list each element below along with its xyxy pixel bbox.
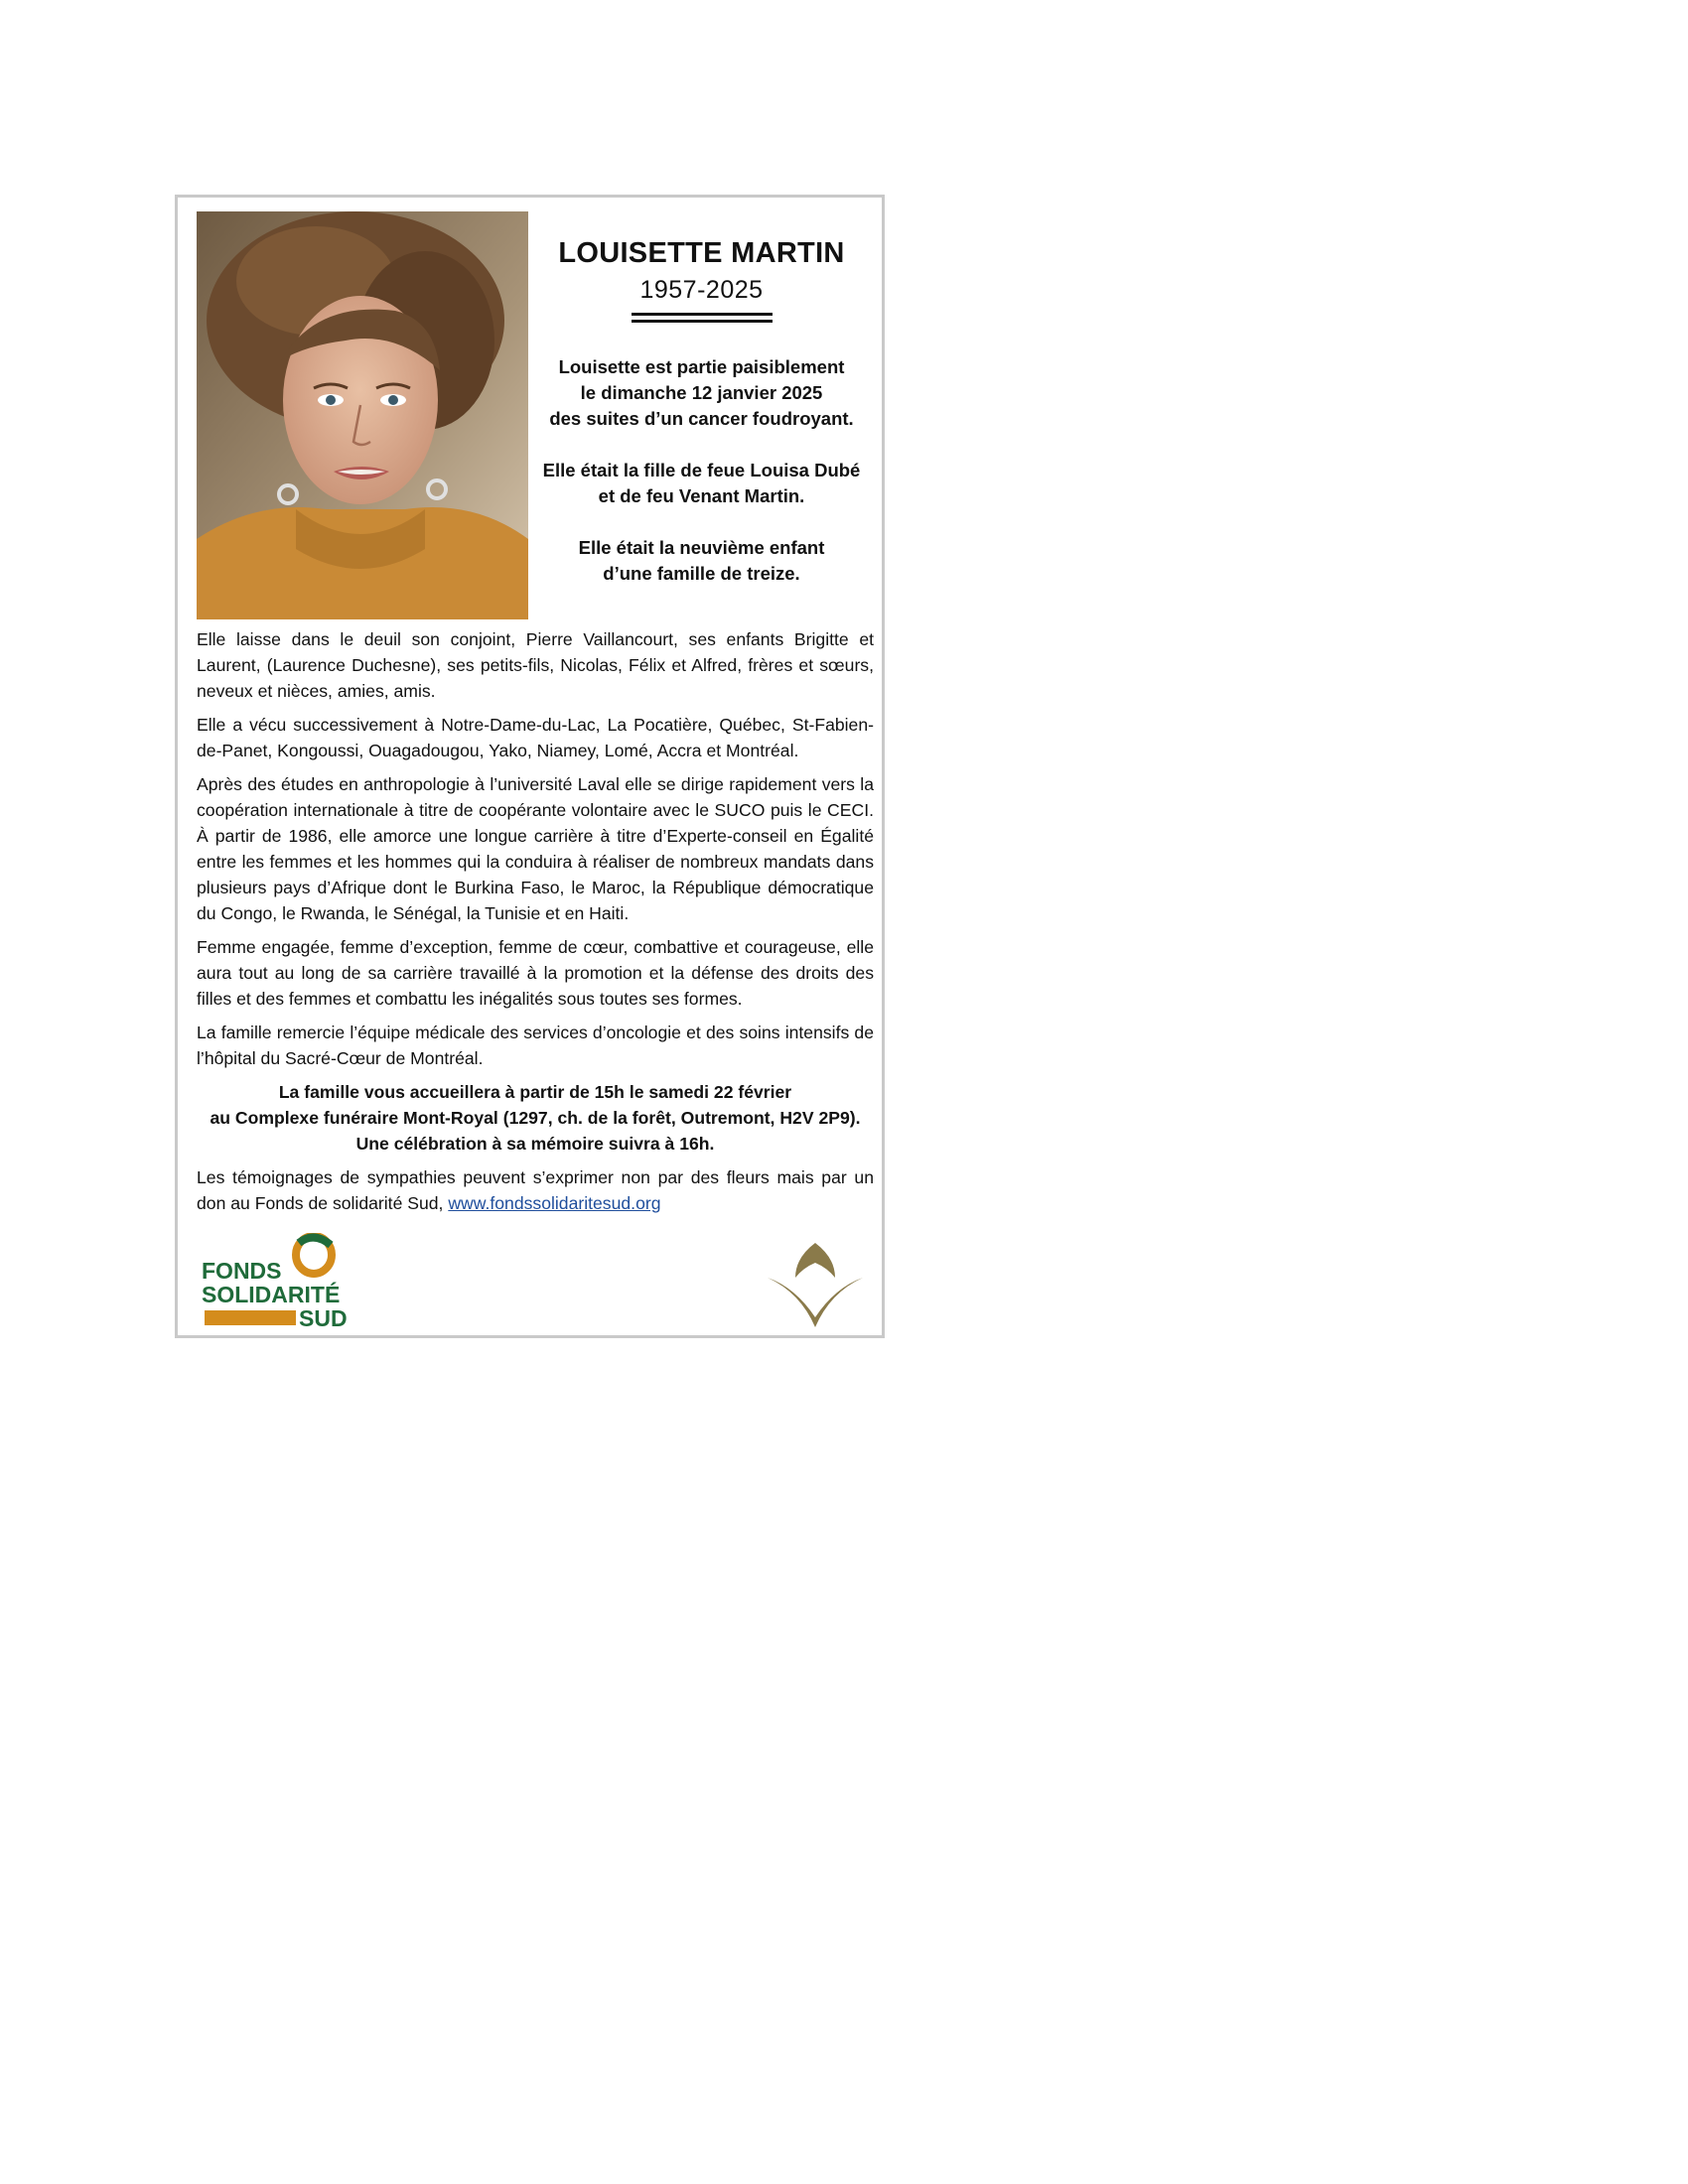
visitation-line: La famille vous accueillera à partir de 15h le samedi 22 février bbox=[278, 1082, 792, 1102]
obituary-card bbox=[175, 195, 885, 1338]
thanks-paragraph: La famille remercie l’équipe médicale des services d’oncologie et des soins intensifs de l’hôpital du Sacré-Cœur de Montréal. bbox=[197, 1023, 874, 1068]
donation-link[interactable]: www.fondssolidaritesud.org bbox=[448, 1193, 661, 1213]
header-divider-bottom bbox=[632, 320, 773, 323]
intro-line: le dimanche 12 janvier 2025 bbox=[580, 382, 823, 403]
intro-line: Elle était la neuvième enfant bbox=[578, 537, 825, 558]
life-years: 1957-2025 bbox=[639, 276, 764, 304]
portrait-photo bbox=[197, 211, 528, 619]
leaf-emblem bbox=[766, 1238, 865, 1332]
visitation-line: Une célébration à sa mémoire suivra à 16h. bbox=[355, 1134, 715, 1154]
intro-line: des suites d’un cancer foudroyant. bbox=[549, 408, 854, 429]
intro-paragraph-family bbox=[530, 535, 873, 587]
donation-paragraph bbox=[197, 1164, 874, 1216]
logo-text-line1: FONDS bbox=[202, 1258, 282, 1284]
fonds-solidarite-sud-logo bbox=[200, 1233, 349, 1332]
logo-text-line3: SUD bbox=[299, 1305, 348, 1331]
obituary-header bbox=[530, 237, 873, 323]
career-paragraph: Après des études en anthropologie à l’université Laval elle se dirige rapidement vers la coopération internationale à titre de coopérante volontaire avec le SUCO puis le CECI. À partir de 1986, elle amorce une longue carrière à titre d’Experte-conseil en Égalité entre les femmes et les hommes qui la conduira à réaliser de nombreux mandats dans plusieurs pays d’Afrique dont le Burkina Faso, le Maroc, la République démocratique du Congo, le Rwanda, le Sénégal, la Tunisie et en Haiti. bbox=[197, 774, 874, 923]
intro-paragraph-parents bbox=[530, 458, 873, 509]
leaf-emblem-icon bbox=[768, 1243, 863, 1327]
intro-paragraph-death bbox=[530, 354, 873, 432]
visitation-paragraph bbox=[197, 1079, 874, 1157]
visitation-line: au Complexe funéraire Mont-Royal (1297, ch. de la forêt, Outremont, H2V 2P9). bbox=[210, 1108, 861, 1128]
residences-paragraph: Elle a vécu successivement à Notre-Dame-du-Lac, La Pocatière, Québec, St-Fabien-de-Panet, Kongoussi, Ouagadougou, Yako, Niamey, Lomé, Accra et Montréal. bbox=[197, 715, 874, 760]
intro-line: et de feu Venant Martin. bbox=[598, 485, 805, 506]
portrait-image bbox=[197, 211, 528, 619]
tribute-paragraph: Femme engagée, femme d’exception, femme de cœur, combattive et courageuse, elle aura tout au long de sa carrière travaillé à la promotion et la défense des droits des filles et des femmes et combattu les inégalités sous toutes ses formes. bbox=[197, 937, 874, 1009]
survivors-paragraph: Elle laisse dans le deuil son conjoint, Pierre Vaillancourt, ses enfants Brigitte et Laurent, (Laurence Duchesne), ses petits-fils, Nicolas, Félix et Alfred, frères et sœurs, neveux et nièces, amies, amis. bbox=[197, 629, 874, 701]
deceased-name: LOUISETTE MARTIN bbox=[558, 237, 845, 269]
logo-bar bbox=[205, 1310, 296, 1325]
donation-text: Les témoignages de sympathies peuvent s’exprimer non par des fleurs mais par un don au Fonds de solidarité Sud, bbox=[197, 1167, 874, 1213]
logo-text-line2: SOLIDARITÉ bbox=[202, 1282, 341, 1307]
intro-line: d’une famille de treize. bbox=[603, 563, 800, 584]
obituary-body bbox=[197, 626, 874, 1224]
intro-line: Elle était la fille de feue Louisa Dubé bbox=[542, 460, 861, 480]
intro-block bbox=[530, 354, 873, 613]
intro-line: Louisette est partie paisiblement bbox=[558, 356, 845, 377]
header-divider-top bbox=[632, 313, 773, 316]
